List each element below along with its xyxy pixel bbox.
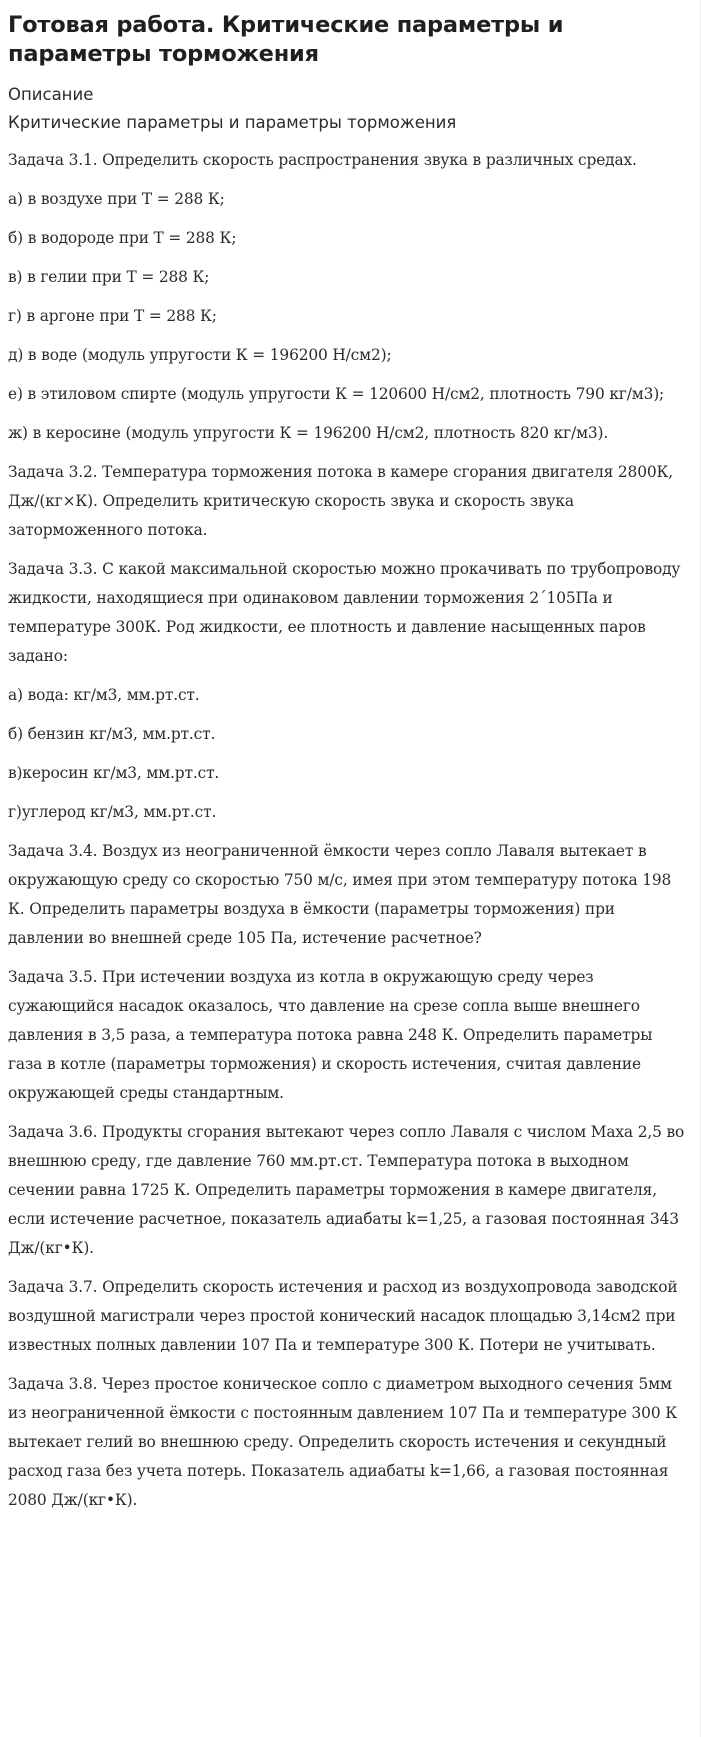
task-3-6-statement: Задача 3.6. Продукты сгорания вытекают через сопло Лаваля с числом Маха 2,5 во внешнюю среду, где давление 760 мм.рт.ст. Температура потока в выходном сечении равна 1725 К. Определить параметры торможения в камере двигателя, если истечение расчетное, показатель адиабаты k=1,25, а газовая постоянная 343 Дж/(кг•К). (8, 1123, 685, 1257)
task-3-1-item-d: д) в воде (модуль упругости К = 196200 Н/см2); (8, 346, 392, 364)
task-3-4-statement: Задача 3.4. Воздух из неограниченной ёмкости через сопло Лаваля вытекает в окружающую среду со скоростью 750 м/с, имея при этом температуру потока 198 К. Определить параметры воздуха в ёмкости (параметры торможения) при давлении во внешней среде 105 Па, истечение расчетное? (8, 842, 672, 947)
task-3-1-item-zh: ж) в керосине (модуль упругости К = 196200 Н/см2, плотность 820 кг/м3). (8, 424, 609, 442)
description-label: Описание (8, 85, 94, 104)
task-3-1-item-b: б) в водороде при Т = 288 К; (8, 229, 237, 247)
task-3-2-statement: Задача 3.2. Температура торможения потока в камере сгорания двигателя 2800К, Дж/(кг×К). Определить критическую скорость звука и скорость звука заторможенного потока. (8, 463, 673, 539)
task-3-5-statement: Задача 3.5. При истечении воздуха из котла в окружающую среду через сужающийся насадок оказалось, что давление на срезе сопла выше внешнего давления в 3,5 раза, а температура потока равна 248 К. Определить параметры газа в котле (параметры торможения) и скорость истечения, считая давление окружающей среды стандартным. (8, 968, 653, 1102)
task-3-3-item-b: б) бензин кг/м3, мм.рт.ст. (8, 725, 216, 743)
description-text: Критические параметры и параметры торможения (8, 113, 457, 132)
task-3-7-statement: Задача 3.7. Определить скорость истечения и расход из воздухопровода заводской воздушной магистрали через простой конический насадок площадью 3,14см2 при известных полных давлении 107 Па и температуре 300 К. Потери не учитывать. (8, 1278, 678, 1354)
task-3-3-item-a: а) вода: кг/м3, мм.рт.ст. (8, 686, 200, 704)
task-3-1-item-e: е) в этиловом спирте (модуль упругости К = 120600 Н/см2, плотность 790 кг/м3); (8, 385, 665, 403)
task-3-3-item-g: г)углерод кг/м3, мм.рт.ст. (8, 803, 217, 821)
task-3-3-statement: Задача 3.3. С какой максимальной скоростью можно прокачивать по трубопроводу жидкости, находящиеся при одинаковом давлении торможения 2´105Па и температуре 300К. Род жидкости, ее плотность и давление насыщенных паров задано: (8, 560, 681, 665)
task-3-1-item-v: в) в гелии при Т = 288 К; (8, 268, 210, 286)
task-3-1-item-g: г) в аргоне при Т = 288 К; (8, 307, 217, 325)
page-title: Готовая работа. Критические параметры и параметры торможения (8, 12, 564, 67)
task-3-1-statement: Задача 3.1. Определить скорость распространения звука в различных средах. (8, 151, 637, 169)
task-3-1-item-a: а) в воздухе при Т = 288 К; (8, 190, 225, 208)
task-3-8-statement: Задача 3.8. Через простое коническое сопло с диаметром выходного сечения 5мм из неограниченной ёмкости с постоянным давлением 107 Па и температуре 300 К вытекает гелий во внешнюю среду. Определить скорость истечения и секундный расход газа без учета потерь. Показатель адиабаты k=1,66, а газовая постоянная 2080 Дж/(кг•К). (8, 1375, 677, 1509)
task-3-3-item-v: в)керосин кг/м3, мм.рт.ст. (8, 764, 220, 782)
description-content (8, 146, 688, 1515)
